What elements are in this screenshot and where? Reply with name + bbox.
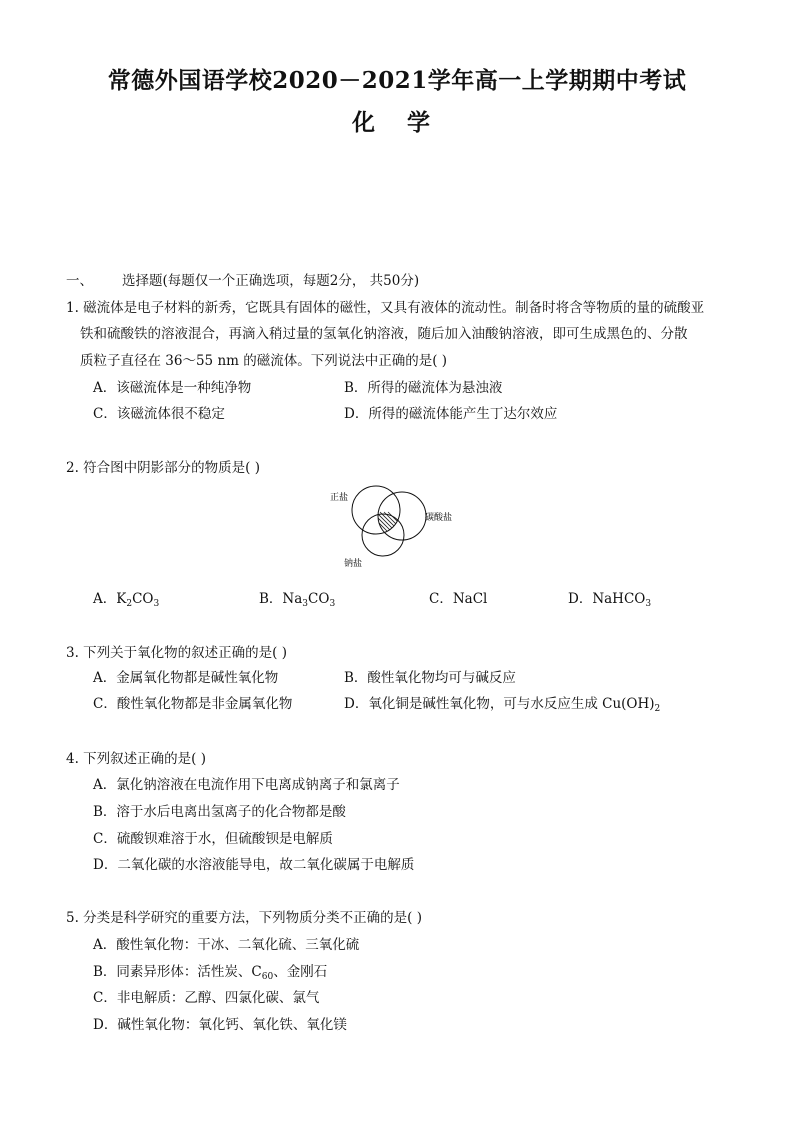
q5-option-b: B．同素异形体：活性炭、$C_{60}$、金刚石 xyxy=(93,964,328,982)
venn-label-zhengyan: 正盐 xyxy=(330,493,349,503)
q3-option-c: C．酸性氧化物都是非金属氧化物 xyxy=(93,696,293,712)
section-text: 选择题(每题仅一个正确选项，每题2分， 共50分) xyxy=(122,273,420,289)
q3-option-d: D．氧化铜是碱性氧化物，可与水反应生成 $Cu(OH)_2$ xyxy=(344,696,661,714)
q2-stem: 2. 符合图中阴影部分的物质是( ) xyxy=(66,460,260,476)
venn-label-tansuanyan: 碳酸盐 xyxy=(425,513,453,523)
q5-option-c: C．非电解质：乙醇、四氯化碳、氯气 xyxy=(93,990,320,1006)
venn-label-nayan: 钠盐 xyxy=(344,559,363,569)
q5-option-d: D．碱性氧化物：氧化钙、氧化铁、氧化镁 xyxy=(93,1017,347,1033)
q1-line-2: 铁和硫酸铁的溶液混合，再滴入稍过量的氢氧化钠溶液，随后加入油酸钠溶液，即可生成黑色的、分散 xyxy=(80,326,688,342)
venn-circle-zhengyan xyxy=(352,486,400,534)
q4-option-c: C．硫酸钡难溶于水，但硫酸钡是电解质 xyxy=(93,831,333,847)
q4-option-a: A．氯化钠溶液在电流作用下电离成钠离子和氯离子 xyxy=(93,777,400,793)
venn-circle-tansuanyan xyxy=(378,492,426,540)
q4-stem: 4. 下列叙述正确的是( ) xyxy=(66,751,206,767)
q4-option-b: B．溶于水后电离出氢离子的化合物都是酸 xyxy=(93,804,346,820)
q2-option-c: C．NaCl xyxy=(429,591,488,607)
q5-option-a: A．酸性氧化物：干冰、二氧化硫、三氧化硫 xyxy=(93,937,360,953)
section-heading xyxy=(66,272,419,290)
subject-title: 化 学 xyxy=(351,109,442,136)
q1-option-c: C．该磁流体很不稳定 xyxy=(93,406,225,422)
q1-option-b: B．所得的磁流体为悬浊液 xyxy=(344,380,503,396)
exam-title: 常德外国语学校2020－2021学年高一上学期期中考试 xyxy=(107,67,687,94)
section-number: 一、 xyxy=(66,273,93,289)
venn-diagram xyxy=(328,482,453,572)
q3-stem: 3. 下列关于氧化物的叙述正确的是( ) xyxy=(66,645,287,661)
q2-option-a: A．$K_2CO_3$ xyxy=(93,591,160,609)
venn-circle-nayan xyxy=(362,514,404,556)
q1-option-d: D．所得的磁流体能产生丁达尔效应 xyxy=(344,406,558,422)
q1-option-a: A．该磁流体是一种纯净物 xyxy=(93,380,252,396)
q3-option-a: A．金属氧化物都是碱性氧化物 xyxy=(93,670,279,686)
q2-option-d: D．NaHCO$_3$ xyxy=(568,591,652,609)
q4-option-d: D．二氧化碳的水溶液能导电，故二氧化碳属于电解质 xyxy=(93,857,415,873)
q1-line-1: 1. 磁流体是电子材料的新秀，它既具有固体的磁性，又具有液体的流动性。制备时将含等物质的量的硫酸亚 xyxy=(66,300,705,316)
q1-line-3: 质粒子直径在 36～55 nm 的磁流体。下列说法中正确的是( ) xyxy=(80,353,448,369)
q5-stem: 5. 分类是科学研究的重要方法，下列物质分类不正确的是( ) xyxy=(66,910,422,926)
q3-option-b: B．酸性氧化物均可与碱反应 xyxy=(344,670,516,686)
q2-option-b: B．$Na_3CO_3$ xyxy=(259,591,336,609)
